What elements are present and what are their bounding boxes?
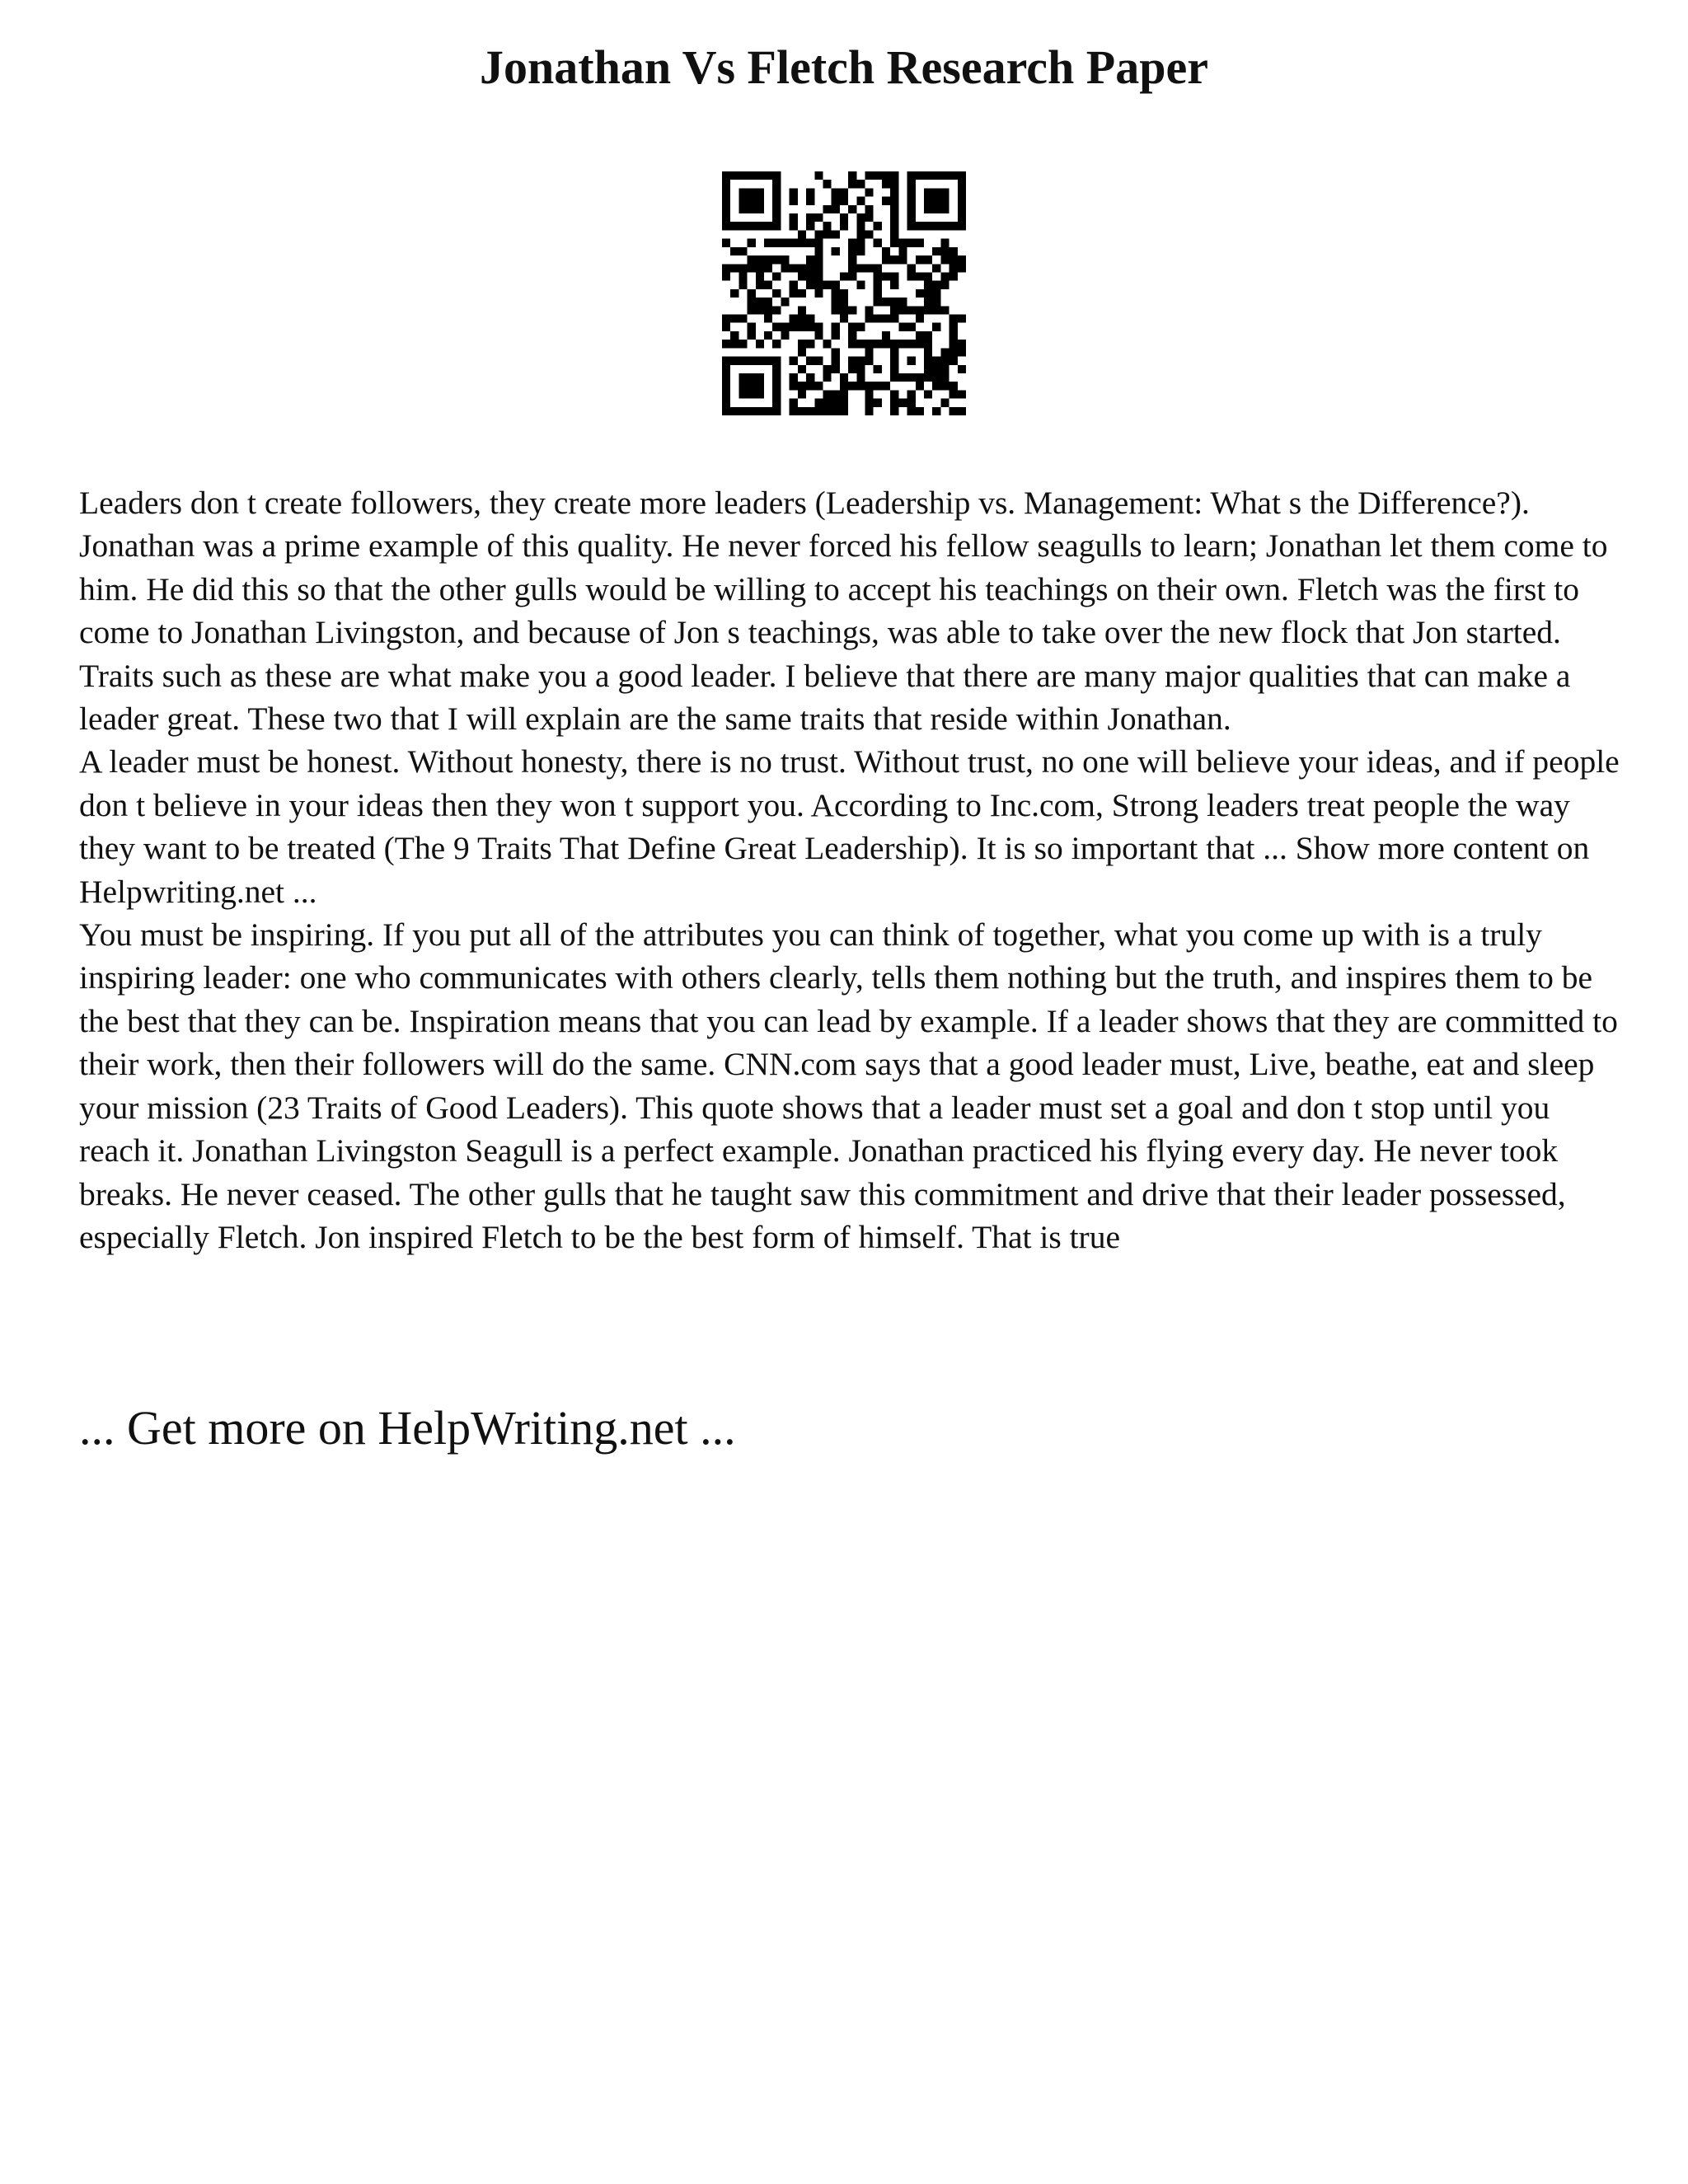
qr-code-icon — [722, 171, 966, 415]
paragraph: You must be inspiring. If you put all of the attributes you can think of together, what you come up with is a truly inspiring leader: one who communicates with others clearly, tells them nothing but the truth, and inspires them to be the best that they can be. Inspiration means that you can lead by example. If a leader shows that they are committed to their work, then their followers will do the same. CNN.com says that a good leader must, Live, beathe, eat and sleep your mission (23 Traits of Good Leaders). This quote shows that a leader must set a goal and don t stop until you reach it. Jonathan Livingston Seagull is a perfect example. Jonathan practiced his flying every day. He never took breaks. He never ceased. The other gulls that he taught saw this commitment and drive that their leader possessed, especially Fletch. Jon inspired Fletch to be the best form of himself. That is true — [79, 916, 1618, 1255]
get-more-link[interactable]: ... Get more on HelpWriting.net ... — [79, 1401, 736, 1455]
paragraph: A leader must be honest. Without honesty, there is no trust. Without trust, no one will believe your ideas, and if people don t believe in your ideas then they won t support you. According to Inc.com, Strong leaders treat people the way they want to be treated (The 9 Traits That Define Great Leadership). It is so important that ... Show more content on Helpwriting.net ... — [79, 743, 1620, 910]
page-title: Jonathan Vs Fletch Research Paper — [480, 40, 1208, 94]
body-text — [79, 481, 1620, 1258]
paragraph: Leaders don t create followers, they create more leaders (Leadership vs. Management: What s the Difference?). Jonathan was a prime example of this quality. He never forced his fellow seagulls to learn; Jonathan let them come to him. He did this so that the other gulls would be willing to accept his teachings on their own. Fletch was the first to come to Jonathan Livingston, and because of Jon s teachings, was able to take over the new flock that Jon started. Traits such as these are what make you a good leader. I believe that there are many major qualities that can make a leader great. These two that I will explain are the same traits that reside within Jonathan. — [79, 485, 1608, 738]
